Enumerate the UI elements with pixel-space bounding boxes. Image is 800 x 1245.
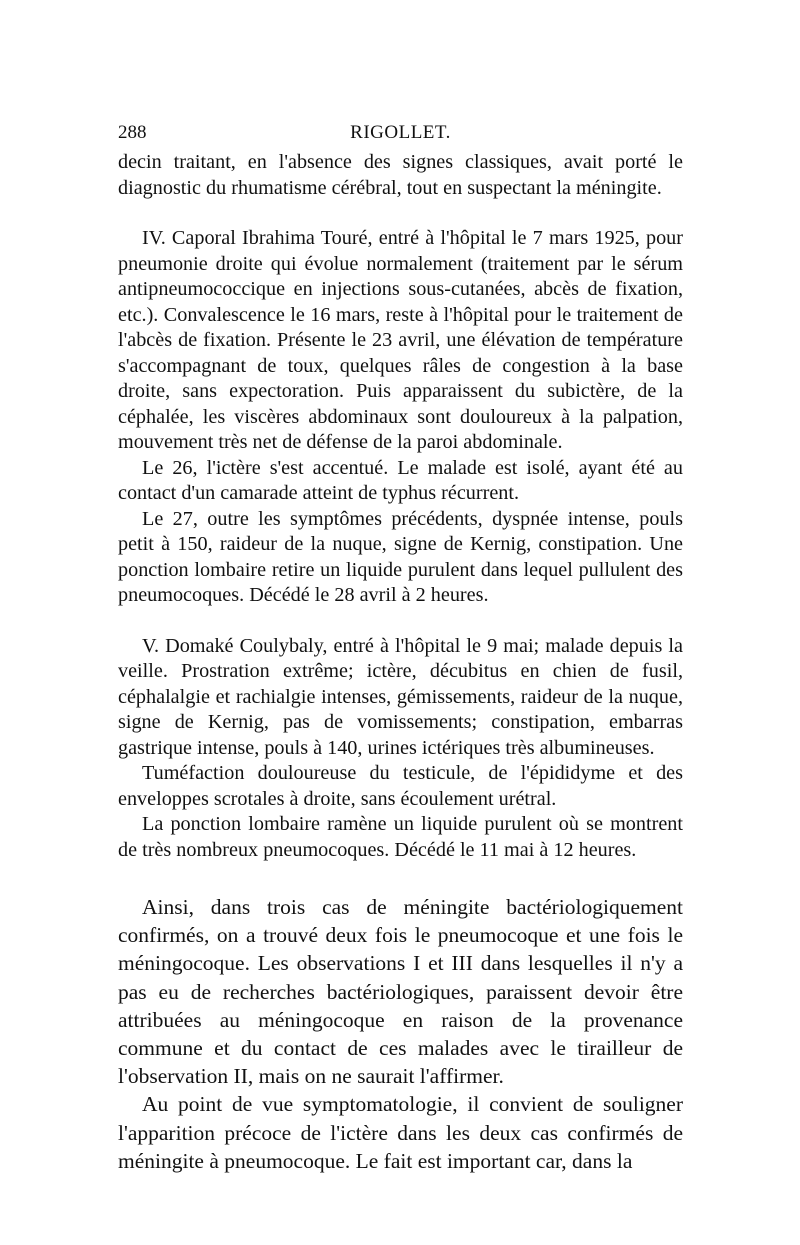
discussion-text [118,893,683,1175]
paragraph-continuation: decin traitant, en l'absence des signes classiques, avait porté le diagnostic du rhumatisme cérébral, tout en suspectant la méningite. [118,151,683,199]
body-text [118,150,683,863]
running-head [118,118,683,148]
discussion-paragraph-symptomatologie: Au point de vue symptomatologie, il convient de souligner l'apparition précoce de l'ictère dans les deux cas confirmés de méningite à pneumocoque. Le fait est important car, dans la [118,1092,683,1173]
section-gap [118,863,683,893]
section-gap [118,201,683,226]
observation-iv-paragraph: IV. Caporal Ibrahima Touré, entré à l'hôpital le 7 mars 1925, pour pneumonie droite qui évolue normalement (traitement par le sérum antipneumococcique en injections sous-cutanées, abcès de fixation, etc.). Convalescence le 16 mars, reste à l'hôpital pour le traitement de l'abcès de fixation. Présente le 23 avril, une élévation de température s'accompagnant de toux, quelques râles de congestion à la base droite, sans expectoration. Puis apparaissent du subictère, de la céphalée, les viscères abdominaux sont douloureux à la palpation, mouvement très net de défense de la paroi abdominale. [118,227,683,453]
observation-v-tumefaction: Tuméfaction douloureuse du testicule, de l'épididyme et des enveloppes scrotales à droite, sans écoulement urétral. [118,762,683,810]
observation-iv-day-27: Le 27, outre les symptômes précédents, dyspnée intense, pouls petit à 150, raideur de la nuque, signe de Kernig, constipation. Une ponction lombaire retire un liquide purulent dans lequel pullulent des pneumocoques. Décédé le 28 avril à 2 heures. [118,507,683,606]
discussion-paragraph-ainsi: Ainsi, dans trois cas de méningite bactériologiquement confirmés, on a trouvé deux fois le pneumocoque et une fois le méningocoque. Les observations I et III dans lesquelles il n'y a pas eu de recherches bactériologiques, paraissent devoir être attribuées au méningocoque en raison de la provenance commune et du contact de ces malades avec le tirailleur de l'observation II, mais on ne saurait l'affirmer. [118,895,683,1089]
page-number: 288 [118,122,147,143]
observation-v-ponction: La ponction lombaire ramène un liquide purulent où se montrent de très nombreux pneumocoques. Décédé le 11 mai à 12 heures. [118,813,683,861]
book-page [118,118,683,1175]
running-title: RIGOLLET. [350,122,451,143]
observation-iv-day-26: Le 26, l'ictère s'est accentué. Le malade est isolé, ayant été au contact d'un camarade atteint de typhus récurrent. [118,456,683,504]
observation-v-paragraph: V. Domaké Coulybaly, entré à l'hôpital le 9 mai; malade depuis la veille. Prostration extrême; ictère, décubitus en chien de fusil, céphalalgie et rachialgie intenses, gémissements, raideur de la nuque, signe de Kernig, pas de vomissements; constipation, embarras gastrique intense, pouls à 140, urines ictériques très albumineuses. [118,634,683,759]
section-gap [118,609,683,634]
